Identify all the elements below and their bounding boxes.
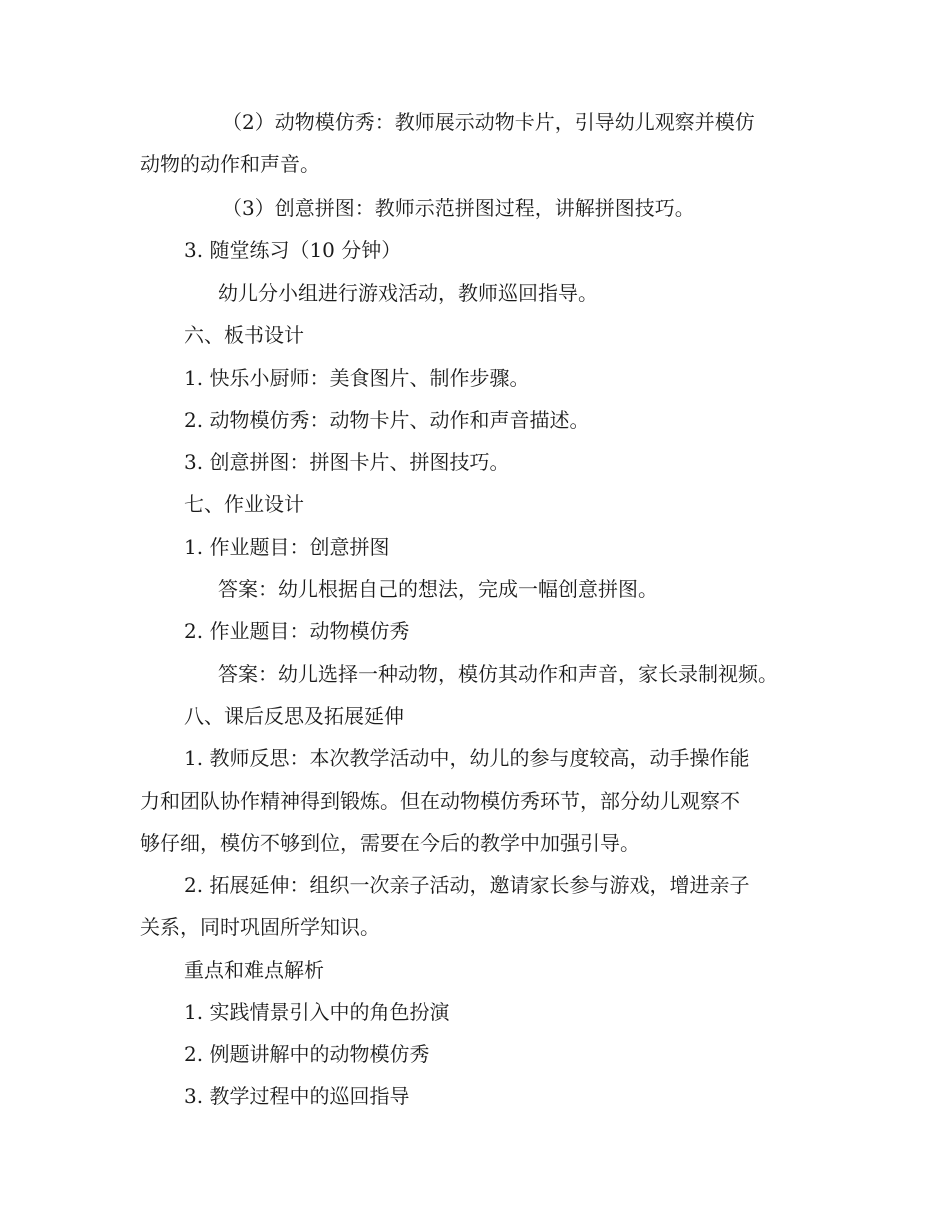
answer-line: 答案：幼儿根据自己的想法，完成一幅创意拼图。 [218, 577, 658, 601]
list-item: 2. 拓展延伸：组织一次亲子活动，邀请家长参与游戏，增进亲子 [184, 873, 750, 897]
section-heading: 八、课后反思及拓展延伸 [184, 704, 404, 728]
list-item: 1. 教师反思：本次教学活动中，幼儿的参与度较高，动手操作能 [184, 746, 750, 770]
section-heading: 六、板书设计 [184, 323, 304, 347]
list-item: 2. 动物模仿秀：动物卡片、动作和声音描述。 [184, 408, 590, 432]
list-item: 3. 随堂练习（10 分钟） [184, 238, 402, 262]
list-item: 3. 创意拼图：拼图卡片、拼图技巧。 [184, 450, 510, 474]
section-heading: 七、作业设计 [184, 492, 304, 516]
list-item: 2. 例题讲解中的动物模仿秀 [184, 1042, 430, 1066]
list-item: 1. 快乐小厨师：美食图片、制作步骤。 [184, 366, 530, 390]
list-item: 3. 教学过程中的巡回指导 [184, 1084, 410, 1108]
section-heading: 重点和难点解析 [184, 958, 324, 982]
paragraph-line: （2）动物模仿秀：教师展示动物卡片，引导幼儿观察并模仿 [222, 110, 755, 134]
answer-line: 答案：幼儿选择一种动物，模仿其动作和声音，家长录制视频。 [218, 662, 778, 686]
paragraph-line: 够仔细，模仿不够到位，需要在今后的教学中加强引导。 [140, 831, 640, 855]
paragraph-line: 力和团队协作精神得到锻炼。但在动物模仿秀环节，部分幼儿观察不 [140, 789, 740, 813]
list-item: 1. 实践情景引入中的角色扮演 [184, 1000, 450, 1024]
paragraph-line: 幼儿分小组进行游戏活动，教师巡回指导。 [218, 281, 598, 305]
paragraph-line: 动物的动作和声音。 [140, 152, 320, 176]
paragraph-line: 关系，同时巩固所学知识。 [140, 915, 380, 939]
paragraph-line: （3）创意拼图：教师示范拼图过程，讲解拼图技巧。 [222, 196, 695, 220]
list-item: 1. 作业题目：创意拼图 [184, 535, 390, 559]
list-item: 2. 作业题目：动物模仿秀 [184, 619, 410, 643]
